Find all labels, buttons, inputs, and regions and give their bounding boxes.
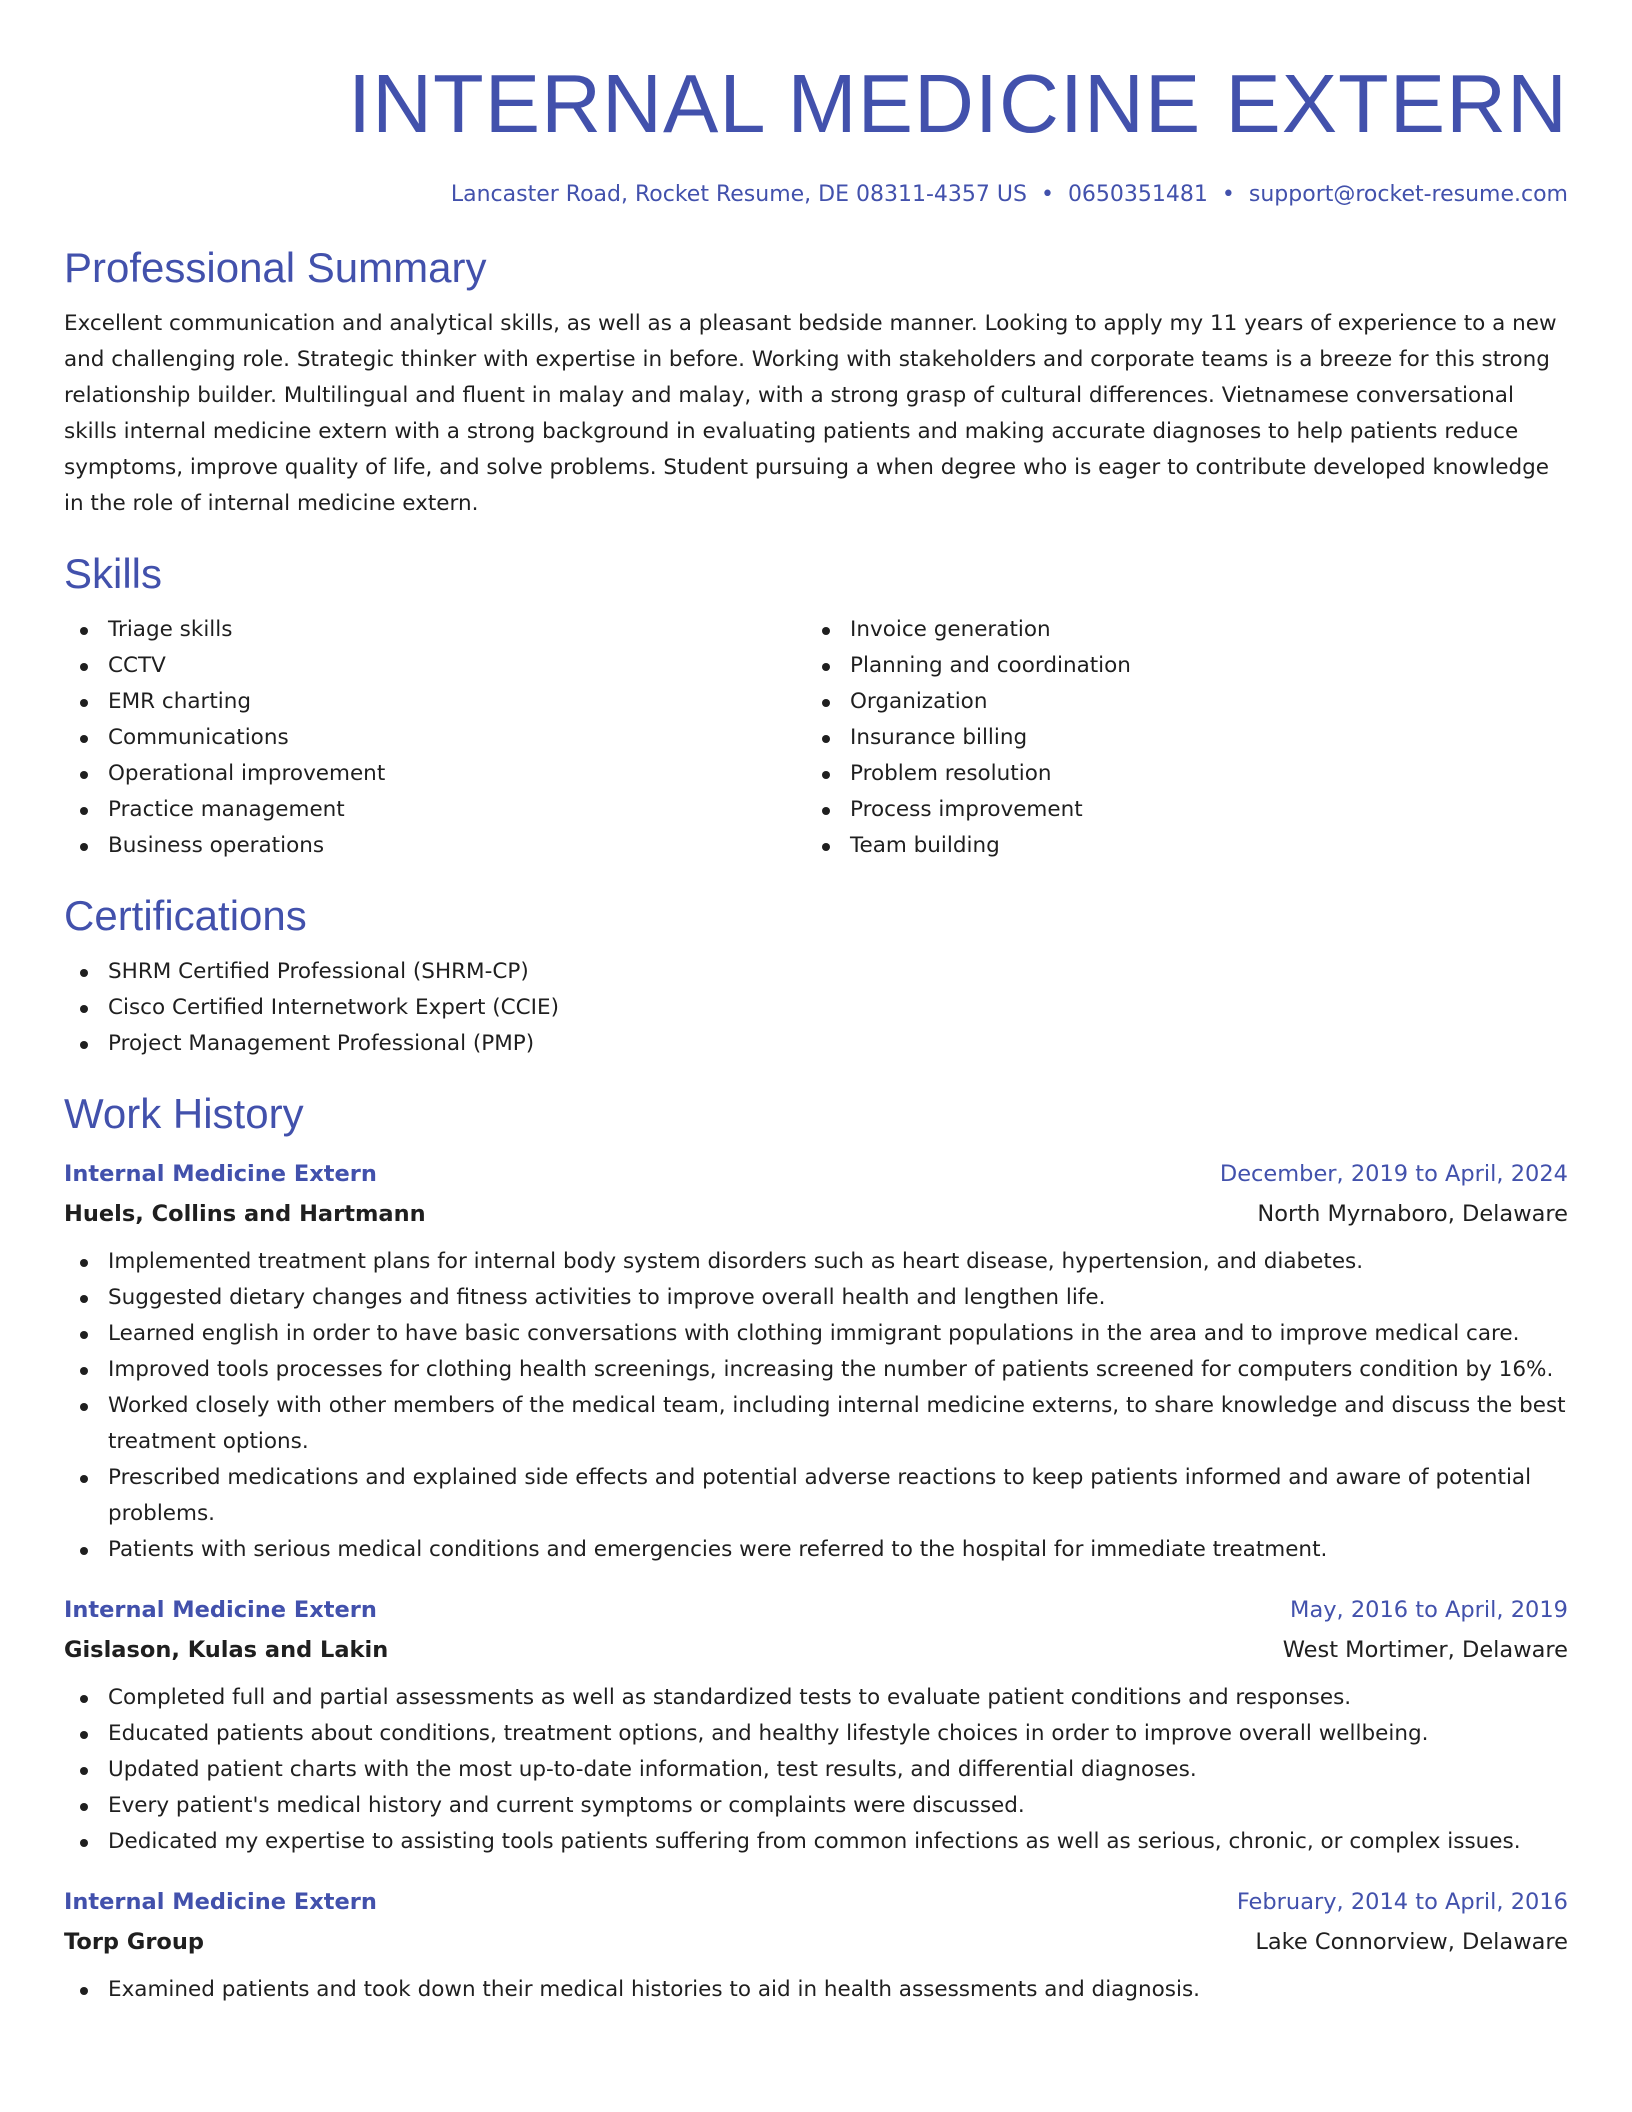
job-dates: December, 2019 to April, 2024: [1219, 1161, 1568, 1187]
skill-item: Business operations: [64, 828, 806, 864]
skill-item: Planning and coordination: [806, 648, 1548, 684]
skill-item: Team building: [806, 828, 1548, 864]
job-dates: May, 2016 to April, 2019: [1290, 1597, 1568, 1623]
skills-grid: [64, 612, 1568, 864]
bullet-dot: [80, 1403, 88, 1411]
skill-item: CCTV: [64, 648, 806, 684]
bullet-dot: [822, 735, 830, 743]
skill-item: Problem resolution: [806, 756, 1548, 792]
contact-email[interactable]: support@rocket-resume.com: [1248, 182, 1568, 207]
bullet-dot: [80, 969, 88, 977]
job-entry: [64, 1882, 1568, 2008]
job-bullets: [64, 1244, 1568, 1568]
bullet-dot: [80, 1041, 88, 1049]
job-bullet: Examined patients and took down their medical histories to aid in health assessments and diagnosis.: [64, 1972, 1568, 2008]
bullet-dot: [80, 1803, 88, 1811]
job-bullet: Suggested dietary changes and fitness activities to improve overall health and lengthen life.: [64, 1280, 1568, 1316]
skill-item: Triage skills: [64, 612, 806, 648]
bullet-dot: [80, 1695, 88, 1703]
contact-separator: •: [1040, 182, 1054, 207]
work-history-heading: Work History: [64, 1090, 304, 1137]
certification-item: SHRM Certified Professional (SHRM-CP): [64, 954, 1568, 990]
skills-column-left: [64, 612, 806, 864]
certifications-heading: Certifications: [64, 892, 307, 939]
bullet-dot: [822, 807, 830, 815]
job-entry: [64, 1154, 1568, 1568]
skills-column-right: [806, 612, 1548, 864]
skill-item: Process improvement: [806, 792, 1548, 828]
skill-item: Communications: [64, 720, 806, 756]
skill-item: Insurance billing: [806, 720, 1548, 756]
bullet-dot: [80, 627, 88, 635]
bullet-dot: [80, 1547, 88, 1555]
job-bullet: Worked closely with other members of the medical team, including internal medicine externs, to share knowledge and discuss the best treatment options.: [64, 1388, 1568, 1460]
skill-item: Invoice generation: [806, 612, 1548, 648]
job-location: West Mortimer, Delaware: [1282, 1637, 1568, 1663]
skill-item: Organization: [806, 684, 1548, 720]
certification-item: Cisco Certified Internetwork Expert (CCIE): [64, 990, 1568, 1026]
skills-heading: Skills: [64, 550, 163, 597]
contact-address: Lancaster Road, Rocket Resume, DE 08311-4357 US: [450, 182, 1027, 207]
bullet-dot: [822, 699, 830, 707]
job-dates: February, 2014 to April, 2016: [1236, 1889, 1568, 1915]
job-bullet: Implemented treatment plans for internal body system disorders such as heart disease, hypertension, and diabetes.: [64, 1244, 1568, 1280]
job-bullet: Prescribed medications and explained side effects and potential adverse reactions to keep patients informed and aware of potential problems.: [64, 1460, 1568, 1532]
bullet-dot: [80, 1367, 88, 1375]
skill-item: EMR charting: [64, 684, 806, 720]
job-employer: Torp Group: [64, 1929, 204, 1955]
bullet-dot: [80, 771, 88, 779]
job-bullet: Completed full and partial assessments as well as standardized tests to evaluate patient conditions and responses.: [64, 1680, 1568, 1716]
job-bullets: [64, 1972, 1568, 2008]
job-subheader: [64, 1194, 1568, 1234]
job-subheader: [64, 1630, 1568, 1670]
job-employer: Huels, Collins and Hartmann: [64, 1201, 426, 1227]
job-location: North Myrnaboro, Delaware: [1257, 1201, 1568, 1227]
skill-item: Operational improvement: [64, 756, 806, 792]
job-header: [64, 1882, 1568, 1922]
job-bullet: Every patient's medical history and current symptoms or complaints were discussed.: [64, 1788, 1568, 1824]
contact-line: [64, 180, 1568, 210]
job-bullet: Dedicated my expertise to assisting tools patients suffering from common infections as well as serious, chronic, or complex issues.: [64, 1824, 1568, 1860]
bullet-dot: [80, 735, 88, 743]
certification-item: Project Management Professional (PMP): [64, 1026, 1568, 1062]
job-header: [64, 1154, 1568, 1194]
bullet-dot: [80, 1295, 88, 1303]
contact-phone: 0650351481: [1067, 182, 1208, 207]
bullet-dot: [80, 663, 88, 671]
bullet-dot: [80, 1731, 88, 1739]
bullet-dot: [822, 843, 830, 851]
resume-page: [64, 0, 1568, 2008]
bullet-dot: [80, 1005, 88, 1013]
summary-heading: Professional Summary: [64, 244, 487, 291]
bullet-dot: [80, 699, 88, 707]
skill-item: Practice management: [64, 792, 806, 828]
bullet-dot: [80, 843, 88, 851]
job-header: [64, 1590, 1568, 1630]
summary-text: Excellent communication and analytical skills, as well as a pleasant bedside manner. Looking to apply my 11 years of experience to a new and challenging role. Strategic thinker with expertise in before. Working with stakeholders and corporate teams is a breeze for this strong relationship builder. Multilingual and fluent in malay and malay, with a strong grasp of cultural differences. Vietnamese conversational skills internal medicine extern with a strong background in evaluating patients and making accurate diagnoses to help patients reduce symptoms, improve quality of life, and solve problems. Student pursuing a when degree who is eager to contribute developed knowledge in the role of internal medicine extern.: [64, 311, 1557, 516]
job-bullet: Learned english in order to have basic conversations with clothing immigrant populations in the area and to improve medical care.: [64, 1316, 1568, 1352]
contact-separator: •: [1221, 182, 1235, 207]
job-bullet: Patients with serious medical conditions and emergencies were referred to the hospital for immediate treatment.: [64, 1532, 1568, 1568]
job-title: Internal Medicine Extern: [64, 1161, 377, 1187]
candidate-name: INTERNAL MEDICINE EXTERN: [348, 57, 1568, 150]
job-subheader: [64, 1922, 1568, 1962]
job-bullet: Educated patients about conditions, treatment options, and healthy lifestyle choices in order to improve overall wellbeing.: [64, 1716, 1568, 1752]
job-title: Internal Medicine Extern: [64, 1889, 377, 1915]
job-bullet: Improved tools processes for clothing health screenings, increasing the number of patients screened for computers condition by 16%.: [64, 1352, 1568, 1388]
job-employer: Gislason, Kulas and Lakin: [64, 1637, 389, 1663]
bullet-dot: [80, 1767, 88, 1775]
job-location: Lake Connorview, Delaware: [1255, 1929, 1568, 1955]
bullet-dot: [80, 1839, 88, 1847]
bullet-dot: [80, 1331, 88, 1339]
bullet-dot: [80, 1987, 88, 1995]
certifications-list: [64, 954, 1568, 1062]
bullet-dot: [822, 771, 830, 779]
bullet-dot: [822, 663, 830, 671]
job-bullet: Updated patient charts with the most up-to-date information, test results, and differential diagnoses.: [64, 1752, 1568, 1788]
bullet-dot: [80, 1259, 88, 1267]
bullet-dot: [822, 627, 830, 635]
job-title: Internal Medicine Extern: [64, 1597, 377, 1623]
bullet-dot: [80, 1475, 88, 1483]
bullet-dot: [80, 807, 88, 815]
job-entry: [64, 1590, 1568, 1860]
job-bullets: [64, 1680, 1568, 1860]
